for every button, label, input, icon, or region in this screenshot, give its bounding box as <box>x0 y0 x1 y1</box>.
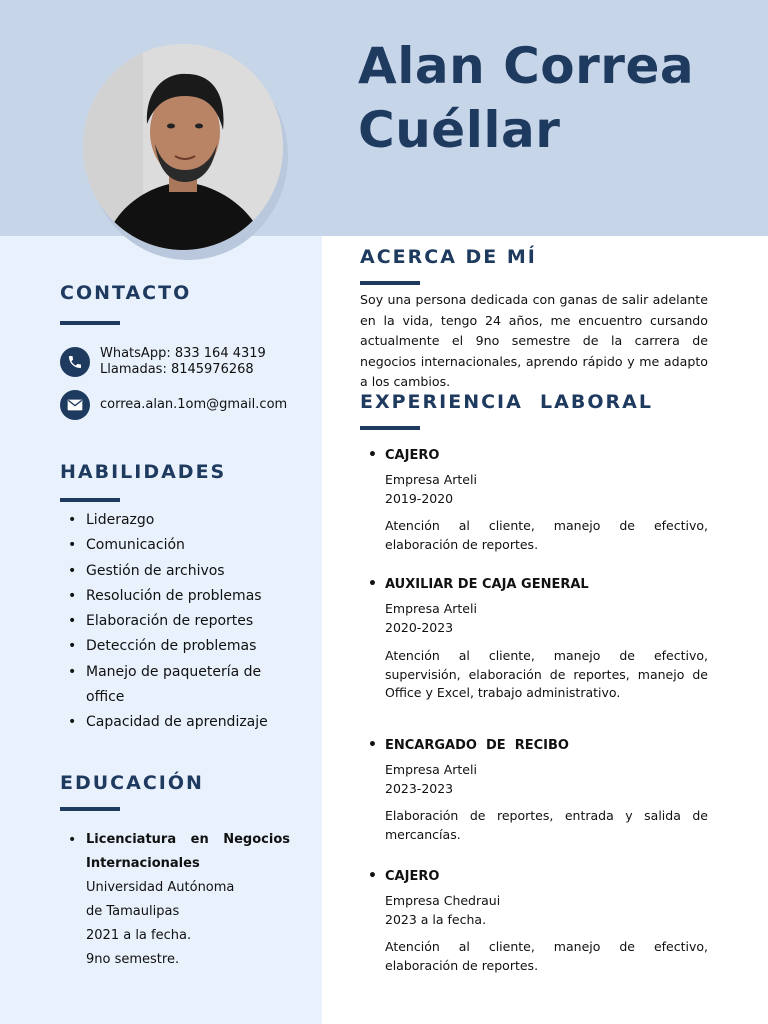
profile-photo <box>83 44 283 250</box>
about-rule <box>360 281 420 285</box>
envelope-icon <box>60 390 90 420</box>
degree-word: en <box>190 832 209 847</box>
skills-rule <box>60 498 120 502</box>
phone-contact <box>60 346 266 378</box>
contact-rule <box>60 321 120 325</box>
job-entry <box>368 738 708 844</box>
job-description: Atención al cliente, manejo de efectivo, elaboración de reportes. <box>385 518 708 552</box>
full-name <box>358 34 758 162</box>
name-line-1: Alan Correa <box>358 37 695 95</box>
skill-item: • Liderazgo <box>60 508 300 533</box>
email-contact <box>60 390 287 420</box>
profile-photo-illustration <box>83 44 283 250</box>
education-title: EDUCACIÓN <box>60 772 204 794</box>
job-description: Atención al cliente, manejo de efectivo, supervisión, elaboración de reportes, manejo de Office y Excel, trabajo administrativo. <box>385 648 708 700</box>
phone-icon <box>60 347 90 377</box>
job-company: Empresa Arteli <box>385 601 477 616</box>
name-line-2: Cuéllar <box>358 101 561 159</box>
education-semester: 9no semestre. <box>86 952 180 967</box>
job-title: • CAJERO <box>368 448 708 464</box>
about-text: Soy una persona dedicada con ganas de salir adelante en la vida, tengo 24 años, me encuentro cursando actualmente el 9no semestre de la carrera de negocios internacionales, aprendo rápido y me adapto a los cambios. <box>360 292 708 389</box>
education-list <box>60 828 290 972</box>
job-dates: 2023 a la fecha. <box>385 912 487 927</box>
job-description: Atención al cliente, manejo de efectivo, elaboración de reportes. <box>385 939 708 973</box>
degree-word: Negocios <box>223 832 290 847</box>
skill-item <box>60 660 300 711</box>
about-title: ACERCA DE MÍ <box>360 246 537 268</box>
contact-title: CONTACTO <box>60 282 192 304</box>
job-company: Empresa Arteli <box>385 472 477 487</box>
skills-title: HABILIDADES <box>60 461 227 483</box>
email-address[interactable]: correa.alan.1om@gmail.com <box>100 397 288 412</box>
whatsapp-number[interactable]: WhatsApp: 833 164 4319 <box>100 346 266 361</box>
skill-item: • Capacidad de aprendizaje <box>60 710 300 735</box>
job-title: • CAJERO <box>368 869 708 885</box>
job-description: Elaboración de reportes, entrada y salida de mercancías. <box>385 808 708 842</box>
job-entry <box>368 448 708 554</box>
school-line-1: Universidad Autónoma <box>86 880 235 895</box>
degree-line-1 <box>86 828 290 852</box>
experience-rule <box>360 426 420 430</box>
education-dates: 2021 a la fecha. <box>86 928 192 943</box>
skills-list <box>60 508 300 736</box>
skill-item: • Gestión de archivos <box>60 559 300 584</box>
job-entry <box>368 869 708 975</box>
degree-word: • Licenciatura <box>86 832 177 847</box>
job-dates: 2020-2023 <box>385 620 454 635</box>
skill-item-line-2: office <box>86 689 125 706</box>
calls-number[interactable]: Llamadas: 8145976268 <box>100 362 254 377</box>
skill-item: • Resolución de problemas <box>60 584 300 609</box>
job-title: • AUXILIAR DE CAJA GENERAL <box>368 577 708 593</box>
skill-item: • Detección de problemas <box>60 634 300 659</box>
skill-item: • Comunicación <box>60 533 300 558</box>
job-company: Empresa Chedraui <box>385 893 501 908</box>
job-dates: 2019-2020 <box>385 491 454 506</box>
degree-line-2: Internacionales <box>86 856 200 871</box>
skill-item: • Elaboración de reportes <box>60 609 300 634</box>
job-entry <box>368 577 708 703</box>
skill-item-line-1: Manejo de paquetería de <box>86 663 262 680</box>
experience-title: EXPERIENCIA LABORAL <box>360 391 653 413</box>
job-company: Empresa Arteli <box>385 762 477 777</box>
school-line-2: de Tamaulipas <box>86 904 180 919</box>
job-dates: 2023-2023 <box>385 781 454 796</box>
job-title: • ENCARGADO DE RECIBO <box>368 738 708 754</box>
education-item <box>60 828 290 972</box>
education-rule <box>60 807 120 811</box>
